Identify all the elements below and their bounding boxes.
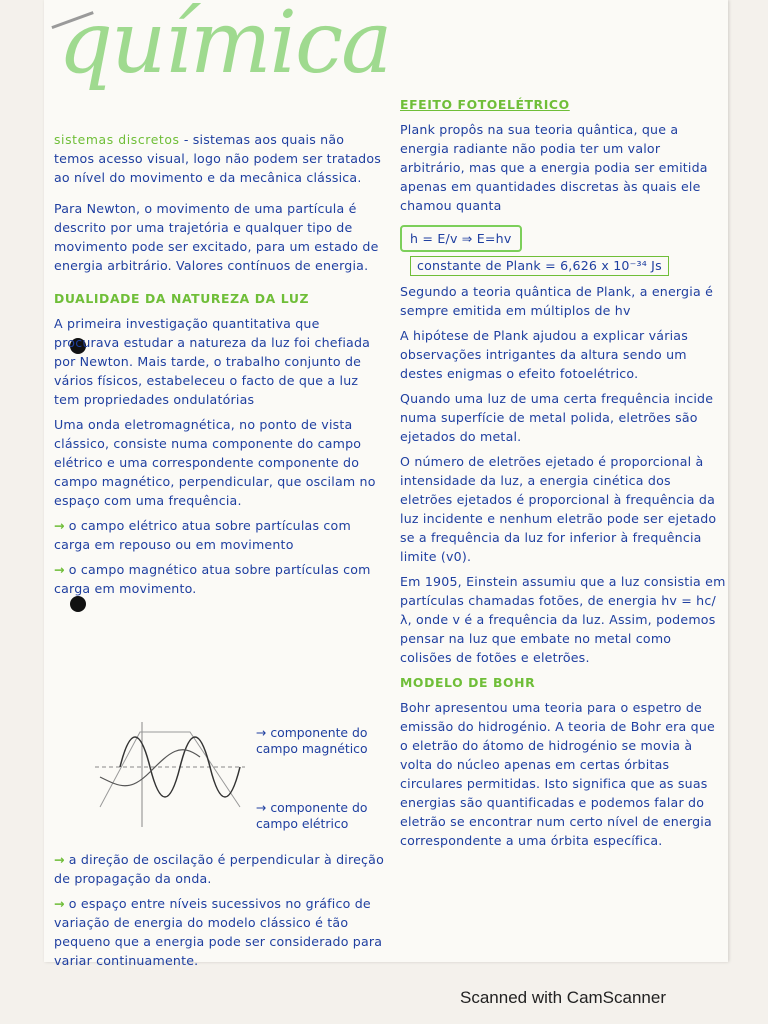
paragraph-einstein: Em 1905, Einstein assumiu que a luz consistia em partículas chamadas fotões, de energia hv = hc/λ, onde v é a frequência da luz. Assim, podemos pensar na luz que embate no metal como colisões de fotões e eletrões. xyxy=(400,574,726,665)
label-campo-magnetico: → componente do campo magnético xyxy=(256,725,368,756)
left-column xyxy=(54,130,384,604)
list-item: → a direção de oscilação é perpendicular à direção de propagação da onda. xyxy=(54,852,384,886)
list-item: → o campo elétrico atua sobre partículas com carga em repouso ou em movimento xyxy=(54,518,351,552)
left-column-bottom xyxy=(54,850,384,976)
list-item: → o campo magnético atua sobre partículas com carga em movimento. xyxy=(54,562,371,596)
list-item: → o espaço entre níveis sucessivos no gráfico de variação de energia do modelo clássico é tão pequeno que a energia pode ser considerado para variar continuamente. xyxy=(54,896,383,968)
scanner-watermark: Scanned with CamScanner xyxy=(460,988,667,1007)
perspective-guide xyxy=(100,732,240,807)
formula-box: h = E/v ⇒ E=hv xyxy=(400,225,522,252)
paragraph-investigacao: A primeira investigação quantitativa que procurava estudar a natureza da luz foi chefiada por Newton. Mais tarde, o trabalho conjunto de vários físicos, estabeleceu o facto de que a luz tem propriedades ondulatórias xyxy=(54,316,371,407)
paragraph-newton: Para Newton, o movimento de uma partícula é descrito por uma trajetória e qualquer tipo de movimento pode ser excitado, para um estado de energia arbitrário. Valores contínuos de energia. xyxy=(54,201,379,273)
paragraph-numero-eletroes: O número de eletrões ejetado é proporcional à intensidade da luz, a energia cinética dos eletrões ejetados é proporcional à frequência da luz incidente e nenhum eletrão pode ser ejetado se a frequência da luz for inferior à frequência limite (v0). xyxy=(400,454,717,564)
label-campo-eletrico: → componente do campo elétrico xyxy=(256,800,368,831)
wave-diagram xyxy=(80,712,250,837)
paragraph-onda-eletromagnetica: Uma onda eletromagnética, no ponto de vista clássico, consiste numa componente do campo elétrico e uma correspondente componente do campo magnético, perpendicular, que oscilam no espaço com uma frequência. xyxy=(54,417,376,508)
heading-modelo-bohr: MODELO DE BOHR xyxy=(400,675,536,690)
arrow-icon: → xyxy=(54,852,65,867)
heading-dualidade: DUALIDADE DA NATUREZA DA LUZ xyxy=(54,291,310,306)
heading-efeito-fotoeletrico: EFEITO FOTOELÉTRICO xyxy=(400,97,570,112)
paragraph-hipotese: A hipótese de Plank ajudou a explicar várias observações intrigantes da altura sendo um destes enigmas o efeito fotoelétrico. xyxy=(400,328,688,381)
arrow-icon: → xyxy=(54,518,65,533)
paragraph-teoria-quantica: Segundo a teoria quântica de Plank, a energia é sempre emitida em múltiplos de hv xyxy=(400,284,714,318)
right-column xyxy=(400,95,726,856)
paragraph-bohr: Bohr apresentou uma teoria para o espetro de emissão do hidrogénio. A teoria de Bohr era que o eletrão do átomo de hidrogénio se movia à volta do núcleo apenas em certas órbitas circulares permitidas. Isto significa que as suas energias são quantificadas e podemos falar do eletrão se encontrar num certo nível de energia correspondente a uma órbita específica. xyxy=(400,700,715,848)
page-title: química xyxy=(58,0,391,93)
text: - sistemas aos quais não temos acesso visual, logo não podem ser tratados ao nível do movimento e da mecânica clássica. xyxy=(54,132,382,185)
paragraph-sistemas-discretos xyxy=(54,130,384,187)
paragraph-luz-incide: Quando uma luz de uma certa frequência incide numa superfície de metal polida, eletrões são ejetados do metal. xyxy=(400,391,714,444)
term-sistemas-discretos: sistemas discretos xyxy=(54,132,180,147)
arrow-icon: → xyxy=(54,896,65,911)
paragraph-plank: Plank propôs na sua teoria quântica, que a energia radiante não podia ter um valor arbitrário, mas que a energia podia ser emitida apenas em quantidades discretas às quais ele chamou quanta xyxy=(400,122,708,213)
plank-constant-box: constante de Plank = 6,626 x 10⁻³⁴ Js xyxy=(410,256,669,276)
formula-row xyxy=(400,221,726,276)
arrow-icon: → xyxy=(54,562,65,577)
